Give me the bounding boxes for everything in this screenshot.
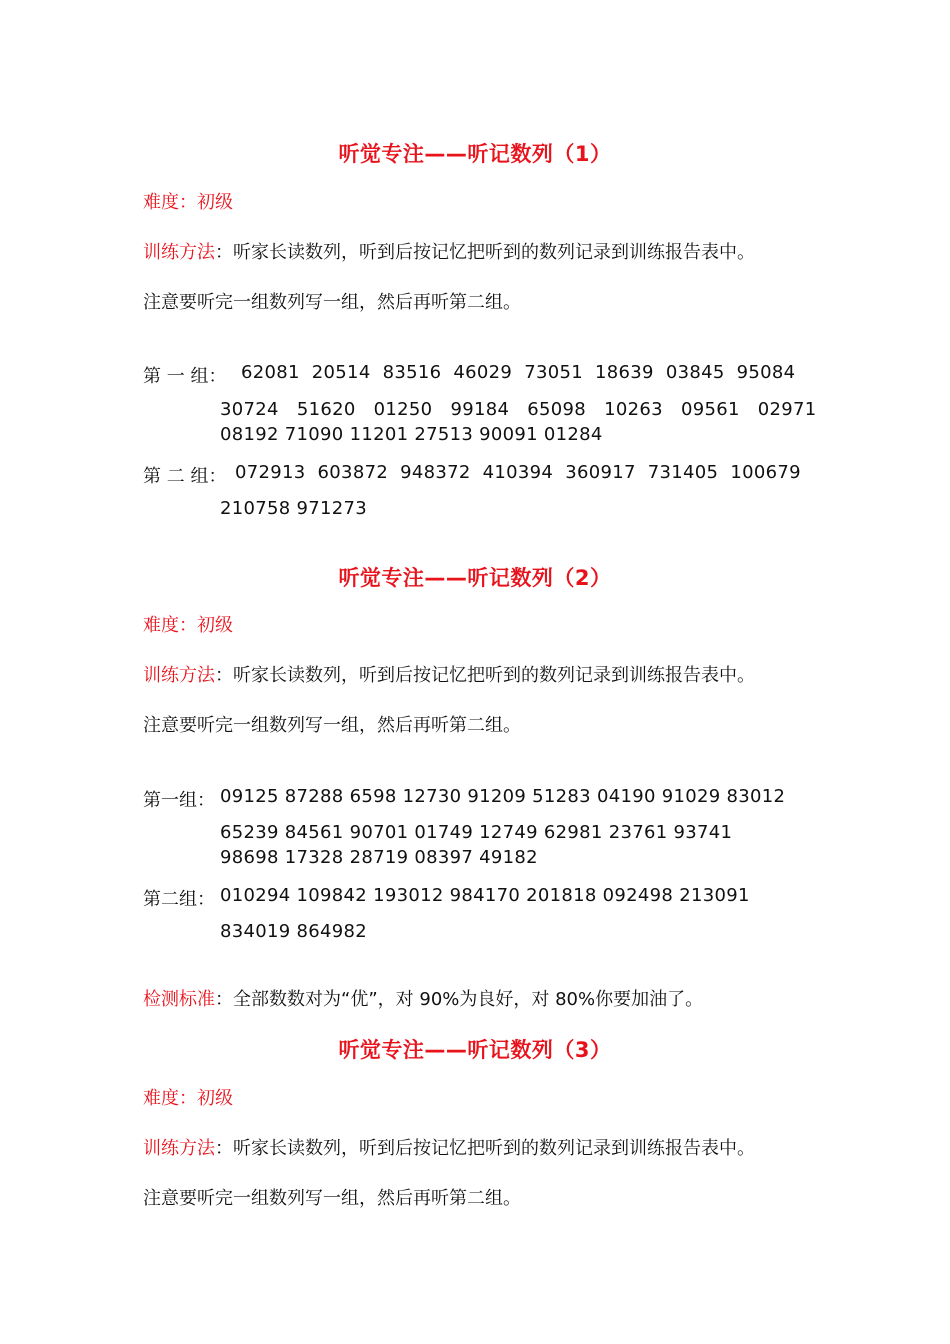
section-1-group1-line-3: 08192 71090 11201 27513 90091 01284 bbox=[220, 424, 603, 445]
section-1-group2-line-1: 072913 603872 948372 410394 360917 731405 100679 bbox=[235, 462, 801, 483]
section-3-note: 注意要听完一组数列写一组，然后再听第二组。 bbox=[143, 1188, 521, 1209]
difficulty-sep: ： bbox=[179, 615, 197, 636]
difficulty-sep: ： bbox=[179, 1088, 197, 1109]
method-text: ：听家长读数列，听到后按记忆把听到的数列记录到训练报告表中。 bbox=[215, 242, 755, 263]
section-2-group2-label: 第二组： bbox=[143, 889, 215, 910]
section-1-group1-line-2: 30724 51620 01250 99184 65098 10263 09561 02971 bbox=[220, 399, 817, 420]
standard-label: 检测标准 bbox=[143, 989, 215, 1010]
section-1-title: 听觉专注——听记数列（1） bbox=[338, 142, 612, 166]
section-2-title: 听觉专注——听记数列（2） bbox=[338, 566, 612, 590]
section-2-group1-label: 第一组： bbox=[143, 790, 215, 811]
difficulty-value: 初级 bbox=[197, 192, 233, 213]
section-1-group2-line-2: 210758 971273 bbox=[220, 498, 368, 519]
section-2-group2-line-2: 834019 864982 bbox=[220, 921, 368, 942]
method-label: 训练方法 bbox=[143, 242, 215, 263]
section-2-group1-line-1: 09125 87288 6598 12730 91209 51283 04190 91029 83012 bbox=[220, 786, 786, 807]
section-1-method bbox=[143, 238, 755, 264]
section-2-group2-line-1: 010294 109842 193012 984170 201818 092498 213091 bbox=[220, 885, 750, 906]
difficulty-label: 难度 bbox=[143, 1088, 179, 1109]
section-2-group1-line-3: 98698 17328 28719 08397 49182 bbox=[220, 847, 538, 868]
section-1-group1-label: 第 一 组： bbox=[143, 366, 227, 387]
section-2-method bbox=[143, 661, 755, 687]
difficulty-value: 初级 bbox=[197, 615, 233, 636]
section-1-group1-line-1: 62081 20514 83516 46029 73051 18639 03845 95084 bbox=[241, 362, 796, 383]
section-1-difficulty bbox=[143, 188, 233, 214]
section-3-method bbox=[143, 1134, 755, 1160]
difficulty-sep: ： bbox=[179, 192, 197, 213]
difficulty-label: 难度 bbox=[143, 615, 179, 636]
section-1-group2-label: 第 二 组： bbox=[143, 466, 227, 487]
section-3-difficulty bbox=[143, 1084, 233, 1110]
section-1-note: 注意要听完一组数列写一组，然后再听第二组。 bbox=[143, 292, 521, 313]
section-3-title: 听觉专注——听记数列（3） bbox=[338, 1038, 612, 1062]
difficulty-value: 初级 bbox=[197, 1088, 233, 1109]
method-label: 训练方法 bbox=[143, 1138, 215, 1159]
section-2-standard bbox=[143, 985, 703, 1011]
section-2-group1-line-2: 65239 84561 90701 01749 12749 62981 23761 93741 bbox=[220, 822, 733, 843]
standard-text: ：全部数数对为“优”，对 90%为良好，对 80%你要加油了。 bbox=[215, 989, 704, 1010]
method-text: ：听家长读数列，听到后按记忆把听到的数列记录到训练报告表中。 bbox=[215, 665, 755, 686]
method-label: 训练方法 bbox=[143, 665, 215, 686]
section-2-difficulty bbox=[143, 611, 233, 637]
section-2-note: 注意要听完一组数列写一组，然后再听第二组。 bbox=[143, 715, 521, 736]
method-text: ：听家长读数列，听到后按记忆把听到的数列记录到训练报告表中。 bbox=[215, 1138, 755, 1159]
difficulty-label: 难度 bbox=[143, 192, 179, 213]
